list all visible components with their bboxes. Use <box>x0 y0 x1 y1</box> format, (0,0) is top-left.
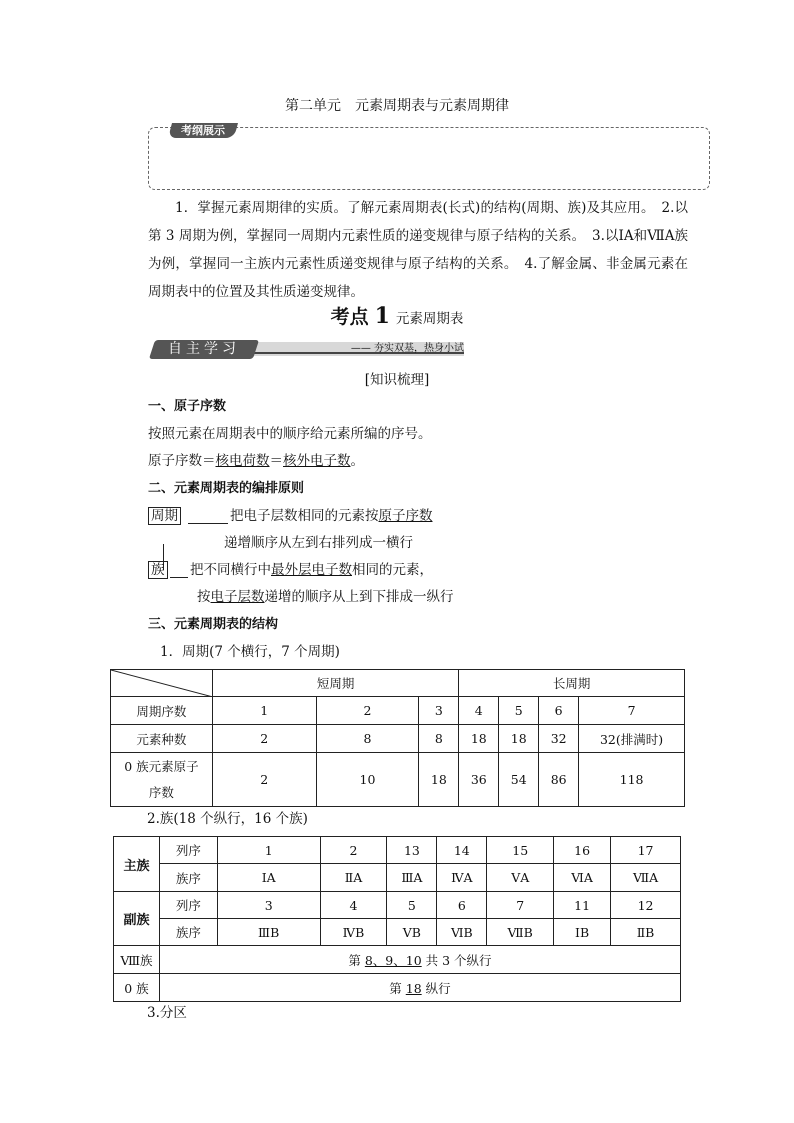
blank-answer: 最外层电子数 <box>271 562 352 578</box>
cell: 11 <box>554 892 611 919</box>
period-label <box>148 506 181 526</box>
group-label <box>148 560 168 580</box>
text: 原子序数＝ <box>148 453 216 469</box>
cell: ⅦB <box>487 919 554 946</box>
viii-group-label: Ⅷ族 <box>114 946 160 974</box>
long-period-header: 长周期 <box>459 670 685 697</box>
text: 把不同横行中 <box>190 562 271 578</box>
cell: 8 <box>316 725 419 753</box>
cell: 6 <box>539 697 579 725</box>
cell: 18 <box>419 753 459 807</box>
text: 第 <box>389 980 406 996</box>
cell: 32 <box>539 725 579 753</box>
cell: ⅥB <box>437 919 487 946</box>
cell: ⅦA <box>611 864 681 892</box>
row-label: 族序 <box>159 919 217 946</box>
cell: ⅢA <box>387 864 437 892</box>
table-row <box>114 837 681 864</box>
cell: 118 <box>579 753 685 807</box>
cell: 2 <box>316 697 419 725</box>
row-label: 0 族元素原子序数 <box>111 753 213 807</box>
blank-answer: 原子序数 <box>378 508 433 524</box>
cell: 3 <box>419 697 459 725</box>
zone-subheading: 3.分区 <box>147 1005 187 1021</box>
kaodian-number: 1 <box>374 303 390 329</box>
cell: 3 <box>217 892 320 919</box>
cell: 16 <box>554 837 611 864</box>
text: 。 <box>350 453 364 469</box>
cell: 10 <box>316 753 419 807</box>
viii-group-desc <box>159 946 680 974</box>
cell: 14 <box>437 837 487 864</box>
blank-answer: 核外电子数 <box>283 453 351 469</box>
group-rule <box>190 560 433 580</box>
boxed-label: 族 <box>148 561 168 579</box>
cell: 17 <box>611 837 681 864</box>
cell: 18 <box>459 725 499 753</box>
row-label: 元素种数 <box>111 725 213 753</box>
cell: ⅠA <box>217 864 320 892</box>
row-label: 族序 <box>159 864 217 892</box>
period-subheading: 1．周期(7 个横行，7 个周期) <box>160 644 340 660</box>
zero-group-desc <box>159 974 680 1002</box>
row-label: 列序 <box>159 892 217 919</box>
cell: 13 <box>387 837 437 864</box>
section2-heading: 二、元素周期表的编排原则 <box>148 481 305 496</box>
cell: 7 <box>487 892 554 919</box>
table-row <box>114 892 681 919</box>
cell: 86 <box>539 753 579 807</box>
kaodian-prefix: 考点 <box>330 306 369 328</box>
text: ＝ <box>269 453 283 469</box>
group-subheading: 2.族(18 个纵行，16 个族) <box>147 811 308 827</box>
cell: 32(排满时) <box>579 725 685 753</box>
cell: 4 <box>320 892 387 919</box>
table-row <box>114 919 681 946</box>
table-row <box>114 974 681 1002</box>
cell: 54 <box>499 753 539 807</box>
group-table <box>113 836 681 1002</box>
section3-heading: 三、元素周期表的结构 <box>148 617 279 632</box>
sub-group-label: 副族 <box>114 892 160 946</box>
period-table <box>110 669 685 807</box>
cell: ⅤA <box>487 864 554 892</box>
outline-tab-label: 考纲展示 <box>181 124 225 137</box>
banner-label: 自主学习 <box>168 341 240 357</box>
text: 按 <box>197 589 211 605</box>
cell: 12 <box>611 892 681 919</box>
text: 把电子层数相同的元素按 <box>230 508 379 524</box>
knowledge-title: [知识梳理] <box>364 372 430 388</box>
blank-answer: 8、9、10 <box>364 952 422 968</box>
cell: 2 <box>212 753 316 807</box>
section1-line1: 按照元素在周期表中的顺序给元素所编的序号。 <box>148 426 432 442</box>
intro-paragraph <box>148 194 688 306</box>
cell: 1 <box>217 837 320 864</box>
banner-subtitle: —— 夯实双基，热身小试 <box>350 343 464 354</box>
text: 纵行 <box>421 980 451 996</box>
cell: 18 <box>499 725 539 753</box>
cell: ⅡB <box>611 919 681 946</box>
text: 相同的元素， <box>352 562 433 578</box>
cell: ⅡA <box>320 864 387 892</box>
text: 共 3 个纵行 <box>421 952 492 968</box>
cell: 2 <box>320 837 387 864</box>
connector-line <box>188 523 228 524</box>
blank-answer: 电子层数 <box>210 589 265 605</box>
diagonal-line <box>111 670 213 697</box>
table-row <box>111 725 685 753</box>
text: 第 <box>348 952 365 968</box>
section1-heading: 一、原子序数 <box>148 399 227 414</box>
table-row <box>111 753 685 807</box>
main-group-label: 主族 <box>114 837 160 892</box>
period-rule-line2: 递增顺序从左到右排列成一横行 <box>224 535 413 551</box>
period-rule <box>230 506 433 526</box>
connector-line <box>170 577 188 578</box>
cell: 36 <box>459 753 499 807</box>
page-title: 第二单元 元素周期表与元素周期律 <box>285 98 509 114</box>
cell: ⅥA <box>554 864 611 892</box>
cell: 8 <box>419 725 459 753</box>
table-row <box>111 697 685 725</box>
boxed-label: 周期 <box>148 507 181 525</box>
kaodian-heading <box>0 302 794 329</box>
group-rule-line2 <box>197 587 454 607</box>
zero-group-label: 0 族 <box>114 974 160 1002</box>
cell: ⅣB <box>320 919 387 946</box>
cell: 5 <box>387 892 437 919</box>
cell: 2 <box>212 725 316 753</box>
intro-text: 1．掌握元素周期律的实质。了解元素周期表(长式)的结构(周期、族)及其应用。 2.以第 3 周期为例，掌握同一周期内元素性质的递变规律与原子结构的关系。 3.以ⅠA和ⅦA族为例，掌握同一主族内元素性质递变规律与原子结构的关系。 4.了解金属、非金属元素在周期表中的位置及其性质递变规律。 <box>148 200 688 300</box>
text: 递增的顺序从上到下排成一纵行 <box>264 589 454 605</box>
table-row <box>114 946 681 974</box>
cell: ⅣA <box>437 864 487 892</box>
blank-answer: 核电荷数 <box>215 453 270 469</box>
short-period-header: 短周期 <box>212 670 458 697</box>
section1-line2 <box>148 451 364 471</box>
cell: 6 <box>437 892 487 919</box>
cell: ⅠB <box>554 919 611 946</box>
cell: 4 <box>459 697 499 725</box>
table-row <box>114 864 681 892</box>
diagonal-header-cell <box>111 670 213 697</box>
cell: ⅤB <box>387 919 437 946</box>
blank-answer: 18 <box>405 980 422 996</box>
row-label: 周期序数 <box>111 697 213 725</box>
row-label: 列序 <box>159 837 217 864</box>
cell: 1 <box>212 697 316 725</box>
cell: 5 <box>499 697 539 725</box>
kaodian-title: 元素周期表 <box>395 311 464 327</box>
cell: ⅢB <box>217 919 320 946</box>
cell: 15 <box>487 837 554 864</box>
cell: 7 <box>579 697 685 725</box>
